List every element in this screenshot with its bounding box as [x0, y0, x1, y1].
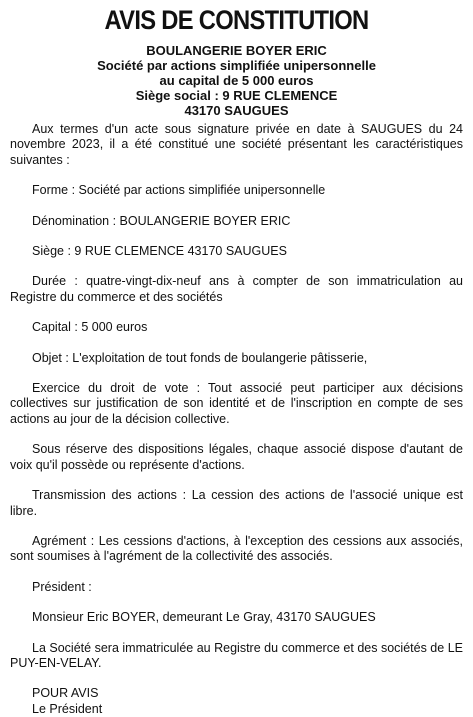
paragraph-registration: La Société sera immatriculée au Registre du commerce et des sociétés de LE PUY-EN-VELAY.	[10, 640, 463, 670]
paragraph-voting-rights: Exercice du droit de vote : Tout associé peut participer aux décisions collectives sur justification de son identité et de l'inscription en compte de ses actions au jour de la décision collective.	[10, 381, 463, 426]
company-header	[0, 43, 473, 118]
notice-title: AVIS DE CONSTITUTION	[104, 5, 369, 35]
closing-pour-avis: POUR AVIS	[32, 686, 99, 701]
paragraph-name: Dénomination : BOULANGERIE BOYER ERIC	[32, 213, 291, 228]
notice-body	[10, 122, 463, 717]
company-name: BOULANGERIE BOYER ERIC	[146, 43, 327, 58]
closing-signatory: Le Président	[32, 701, 103, 716]
company-capital: au capital de 5 000 euros	[159, 73, 314, 88]
company-city: 43170 SAUGUES	[184, 103, 289, 118]
paragraph-capital: Capital : 5 000 euros	[32, 320, 148, 335]
paragraph-deed: Aux termes d'un acte sous signature privée en date à SAUGUES du 24 novembre 2023, il a été constitué une société présentant les caractéristiques suivantes :	[10, 122, 463, 167]
company-seat: Siège social : 9 RUE CLEMENCE	[135, 88, 338, 103]
paragraph-form: Forme : Société par actions simplifiée unipersonnelle	[32, 183, 326, 198]
paragraph-duration: Durée : quatre-vingt-dix-neuf ans à compter de son immatriculation au Registre du commerce et des sociétés	[10, 274, 463, 304]
paragraph-president: Monsieur Eric BOYER, demeurant Le Gray, 43170 SAUGUES	[32, 610, 376, 625]
company-form: Société par actions simplifiée unipersonnelle	[97, 58, 376, 73]
paragraph-purpose: Objet : L'exploitation de tout fonds de boulangerie pâtisserie,	[32, 350, 368, 365]
paragraph-seat: Siège : 9 RUE CLEMENCE 43170 SAUGUES	[32, 244, 287, 259]
paragraph-share-transfer: Transmission des actions : La cession des actions de l'associé unique est libre.	[10, 488, 463, 518]
paragraph-votes: Sous réserve des dispositions légales, chaque associé dispose d'autant de voix qu'il possède ou représente d'actions.	[10, 442, 463, 472]
paragraph-approval: Agrément : Les cessions d'actions, à l'exception des cessions aux associés, sont soumises à l'agrément de la collectivité des associés.	[10, 533, 463, 564]
paragraph-president-label: Président :	[32, 579, 92, 594]
